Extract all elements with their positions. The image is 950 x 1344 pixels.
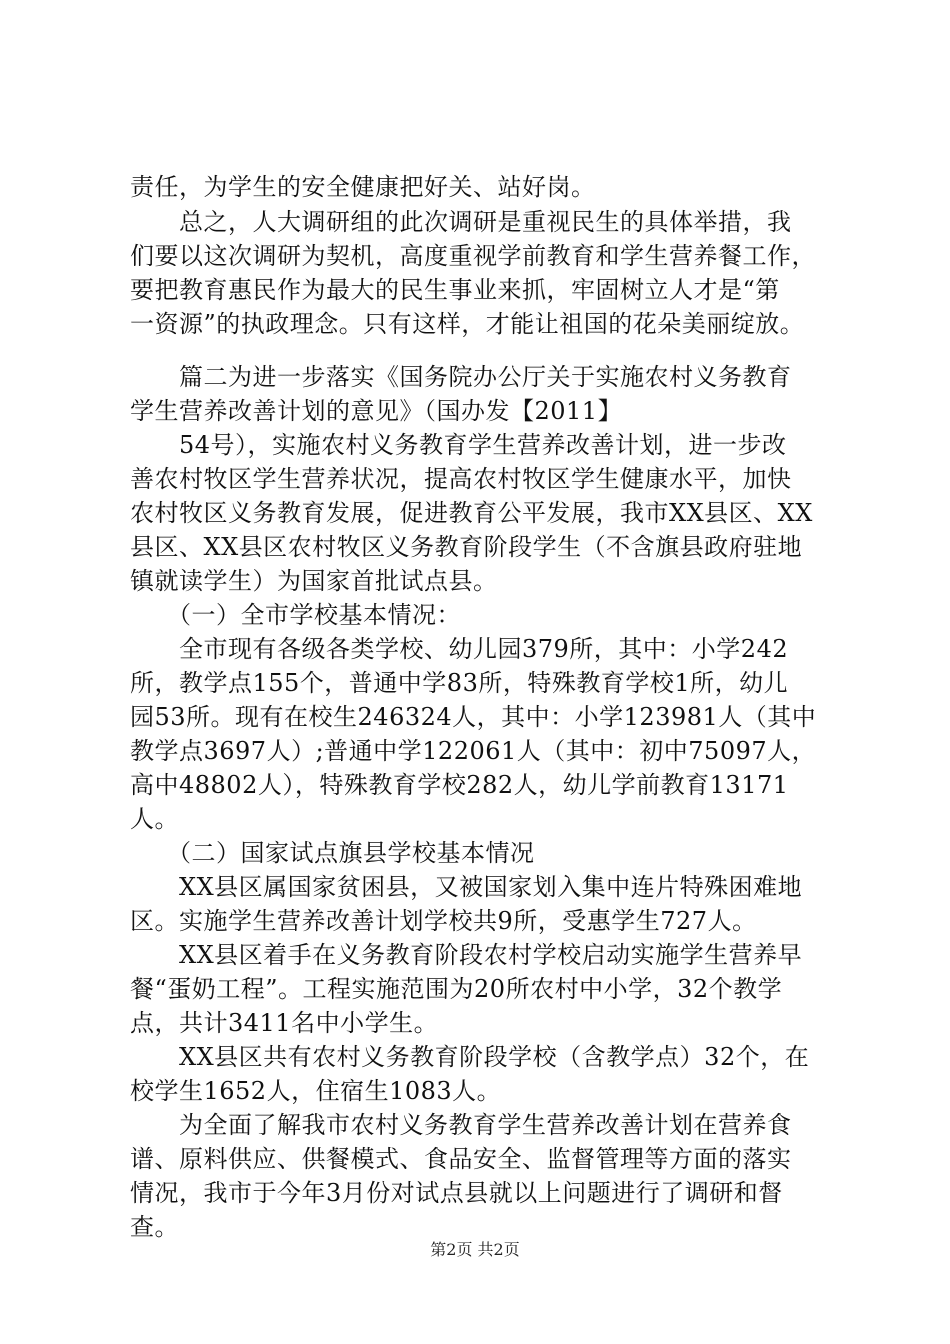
text-line: 全市现有各级各类学校、幼儿园379所，其中：小学242 bbox=[130, 635, 789, 663]
text-line: 谱、原料供应、供餐模式、食品安全、监督管理等方面的落实 bbox=[130, 1145, 792, 1173]
text-line: 高中48802人），特殊教育学校282人，幼儿学前教育13171 bbox=[130, 771, 789, 799]
text-line: 区。实施学生营养改善计划学校共9所，受惠学生727人。 bbox=[130, 907, 757, 935]
text-line: 园53所。现有在校生246324人，其中：小学123981人（其中 bbox=[130, 703, 817, 731]
text-line: 54号），实施农村义务教育学生营养改善计划，进一步改 bbox=[130, 431, 787, 459]
text-line: 一资源”的执政理念。只有这样，才能让祖国的花朵美丽绽放。 bbox=[130, 310, 805, 338]
section-heading: （一）全市学校基本情况： bbox=[130, 601, 461, 629]
page-footer: 第2页 共2页 bbox=[430, 1240, 520, 1259]
text-line: XX县区着手在义务教育阶段农村学校启动实施学生营养早 bbox=[130, 941, 803, 969]
text-line: 总之，人大调研组的此次调研是重视民生的具体举措，我 bbox=[130, 208, 792, 236]
text-line: XX县区共有农村义务教育阶段学校（含教学点）32个，在 bbox=[130, 1043, 810, 1071]
text-line: 情况，我市于今年3月份对试点县就以上问题进行了调研和督 bbox=[130, 1179, 783, 1207]
text-line: 查。 bbox=[130, 1213, 179, 1241]
text-line: 为全面了解我市农村义务教育学生营养改善计划在营养食 bbox=[130, 1111, 792, 1139]
text-line: 善农村牧区学生营养状况，提高农村牧区学生健康水平，加快 bbox=[130, 465, 792, 493]
text-line: 学生营养改善计划的意见》（国办发【2011】 bbox=[130, 397, 623, 425]
section-heading: （二）国家试点旗县学校基本情况 bbox=[130, 839, 535, 867]
text-line: 农村牧区义务教育发展，促进教育公平发展，我市XX县区、XX bbox=[130, 499, 813, 527]
text-line: 责任，为学生的安全健康把好关、站好岗。 bbox=[130, 173, 596, 201]
text-line: 校学生1652人，住宿生1083人。 bbox=[130, 1077, 502, 1105]
text-line: 点，共计3411名中小学生。 bbox=[130, 1009, 439, 1037]
text-line: 篇二为进一步落实《国务院办公厅关于实施农村义务教育 bbox=[130, 363, 792, 391]
text-line: 餐“蛋奶工程”。工程实施范围为20所农村中小学，32个教学 bbox=[130, 975, 783, 1003]
text-line: 所，教学点155个，普通中学83所，特殊教育学校1所，幼儿 bbox=[130, 669, 789, 697]
text-line: 镇就读学生）为国家首批试点县。 bbox=[130, 567, 498, 595]
text-line: 人。 bbox=[130, 805, 179, 833]
text-line: 们要以这次调研为契机，高度重视学前教育和学生营养餐工作， bbox=[130, 242, 816, 270]
text-line: 县区、XX县区农村牧区义务教育阶段学生（不含旗县政府驻地 bbox=[130, 533, 803, 561]
text-line: 教学点3697人）;普通中学122061人（其中：初中75097人， bbox=[130, 737, 817, 765]
text-line: 要把教育惠民作为最大的民生事业来抓，牢固树立人才是“第 bbox=[130, 276, 780, 304]
text-line: XX县区属国家贫困县，又被国家划入集中连片特殊困难地 bbox=[130, 873, 803, 901]
